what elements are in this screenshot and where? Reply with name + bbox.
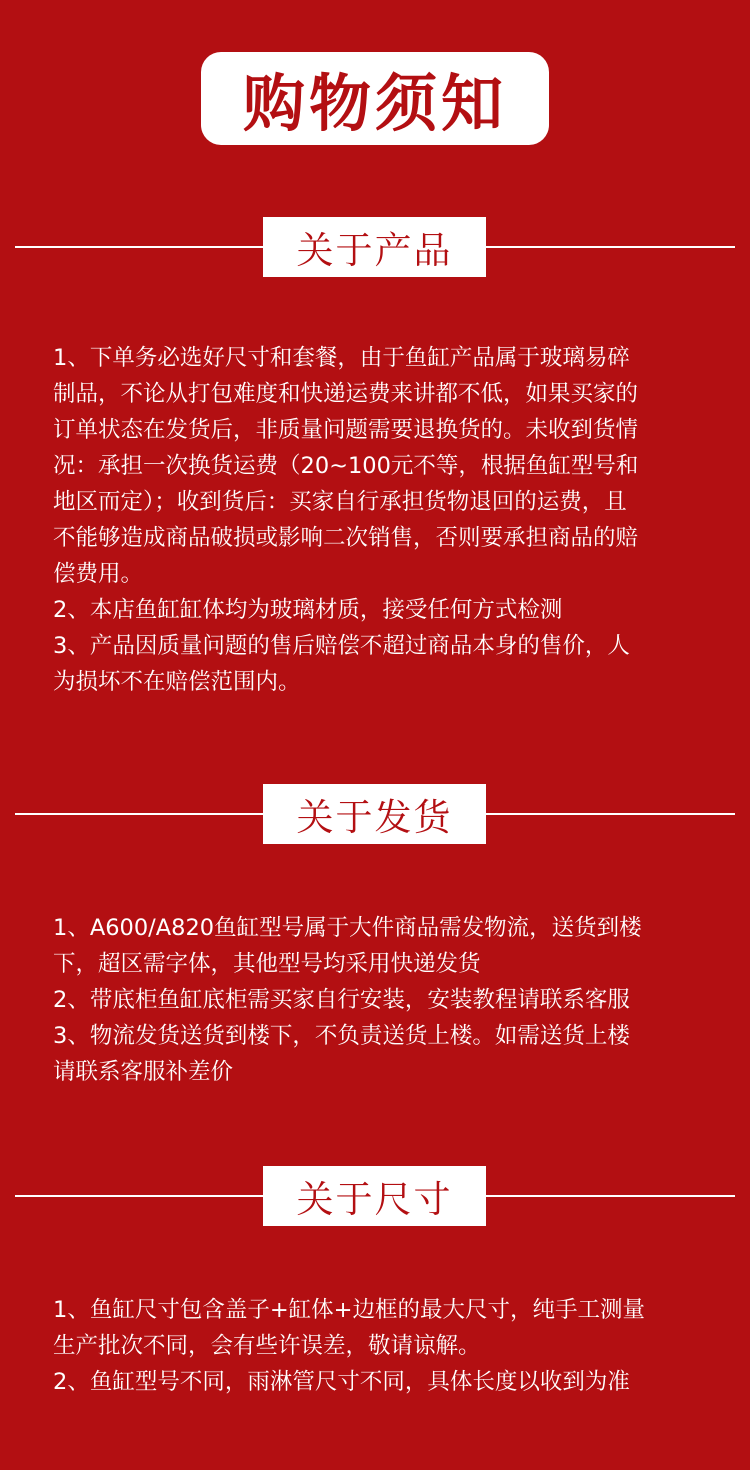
section-label-box — [263, 217, 486, 277]
text-line: 1、A600/A820鱼缸型号属于大件商品需发物流，送货到楼 — [53, 915, 642, 941]
section-header-shipping — [0, 784, 750, 844]
text-line: 地区而定）；收到货后：买家自行承担货物退回的运费，且 — [53, 489, 627, 515]
section-body-product — [53, 340, 733, 700]
section-body-shipping — [53, 910, 733, 1090]
section-title-product: 关于产品 — [296, 229, 453, 272]
text-line: 3、物流发货送货到楼下，不负责送货上楼。如需送货上楼 — [53, 1023, 630, 1049]
text-line: 1、下单务必选好尺寸和套餐，由于鱼缸产品属于玻璃易碎 — [53, 345, 630, 371]
text-line: 况：承担一次换货运费（20~100元不等，根据鱼缸型号和 — [53, 453, 639, 479]
section-title-size: 关于尺寸 — [296, 1178, 453, 1221]
text-line: 订单状态在发货后，非质量问题需要退换货的。未收到货情 — [53, 417, 639, 443]
text-line: 2、带底柜鱼缸底柜需买家自行安装，安装教程请联系客服 — [53, 987, 630, 1013]
text-line: 制品，不论从打包难度和快递运费来讲都不低，如果买家的 — [53, 381, 639, 407]
text-line: 下，超区需字体，其他型号均采用快递发货 — [53, 951, 481, 977]
text-line: 2、本店鱼缸缸体均为玻璃材质，接受任何方式检测 — [53, 597, 563, 623]
text-line: 不能够造成商品破损或影响二次销售，否则要承担商品的赔 — [53, 525, 639, 551]
text-line: 请联系客服补差价 — [53, 1059, 234, 1085]
section-label-box — [263, 784, 486, 844]
section-title-shipping: 关于发货 — [296, 796, 453, 839]
text-line: 2、鱼缸型号不同，雨淋管尺寸不同，具体长度以收到为准 — [53, 1369, 630, 1395]
page-title: 购物须知 — [242, 67, 507, 140]
text-line: 为损坏不在赔偿范围内。 — [53, 669, 301, 695]
section-header-product — [0, 217, 750, 277]
text-line: 3、产品因质量问题的售后赔偿不超过商品本身的售价，人 — [53, 633, 630, 659]
text-line: 生产批次不同，会有些许误差，敬请谅解。 — [53, 1333, 481, 1359]
title-banner — [201, 52, 549, 145]
text-line: 1、鱼缸尺寸包含盖子+缸体+边框的最大尺寸，纯手工测量 — [53, 1297, 646, 1323]
section-body-size — [53, 1292, 733, 1400]
section-header-size — [0, 1166, 750, 1226]
text-line: 偿费用。 — [53, 561, 144, 587]
section-label-box — [263, 1166, 486, 1226]
